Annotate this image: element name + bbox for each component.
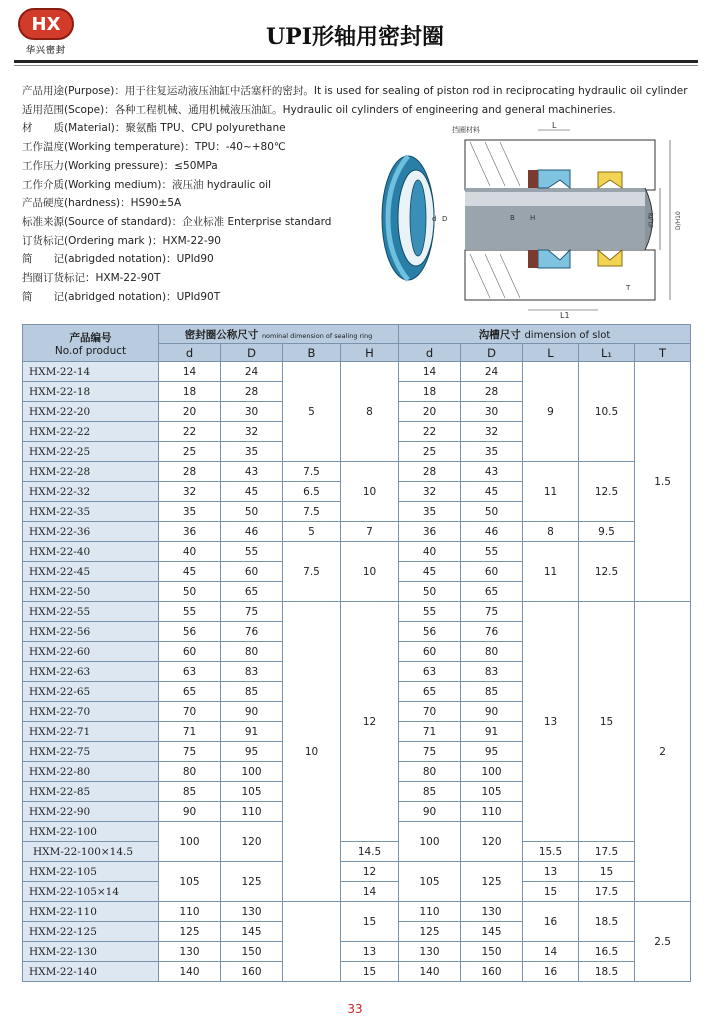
header-seal-dimension: 密封圈公称尺寸 nominal dimension of sealing ring [159,325,399,344]
page-title: UPI形轴用密封圈 [265,24,445,50]
drawing-label-fit2: D/H10 [675,211,682,230]
table-row: HXM-22-32 32 45 6.5 32 45 [23,482,691,502]
dimension-table [22,324,691,982]
table-row: HXM-22-100 100 120 100 120 [23,822,691,842]
drawing-label-fit1: d1/f8 [648,212,655,228]
table-row: HXM-22-60 60 80 60 80 [23,642,691,662]
table-row: HXM-22-105×14 14 15 17.5 [23,882,691,902]
spec-material: 材 质(Material)：聚氨酯 TPU、CPU polyurethane [22,122,286,135]
header-rule-thin [14,65,698,66]
table-row: HXM-22-85 85 105 85 105 [23,782,691,802]
table-row: HXM-22-70 70 90 70 90 [23,702,691,722]
table-row: HXM-22-56 56 76 56 76 [23,622,691,642]
spec-hardness: 产品硬度(hardness)：HS90±5A [22,197,182,210]
drawing-label-ring: 挡圈材料 [452,126,480,134]
page-header [0,0,710,70]
spec-abridged-notation: 简 记(abrigded notation)：UPId90 [22,253,214,266]
table-row: HXM-22-65 65 85 65 85 [23,682,691,702]
table-row: HXM-22-50 50 65 50 65 [23,582,691,602]
table-row: HXM-22-35 35 50 7.5 35 50 [23,502,691,522]
table-row: HXM-22-71 71 91 71 91 [23,722,691,742]
header-slot-dimension: 沟槽尺寸 dimension of slot [399,325,691,344]
table-row: HXM-22-20 20 30 20 30 [23,402,691,422]
spec-medium: 工作介质(Working medium)：液压油 hydraulic oil [22,178,271,191]
drawing-label-d: d [432,215,437,223]
spec-ring-abridged-notation: 简 记(abridged notation)：UPId90T [22,290,221,303]
drawing-label-T: T [626,284,631,292]
seal-ring-3d [382,156,437,280]
table-row: HXM-22-110 110 130 15 110 130 16 18.5 2.5 [23,902,691,922]
table-row: HXM-22-90 90 110 90 110 [23,802,691,822]
seal-drawing [370,120,695,320]
drawing-label-D: D [442,215,448,223]
table-row: HXM-22-105 105 125 12 105 125 13 15 [23,862,691,882]
table-row: HXM-22-63 63 83 63 83 [23,662,691,682]
cross-section [465,130,670,310]
drawing-label-B: B [510,214,515,222]
col-seal-H: H [341,344,399,362]
header-product: 产品编号 No.of product [23,325,159,362]
table-row: HXM-22-40 40 55 7.5 10 40 55 11 12.5 [23,542,691,562]
spec-temperature: 工作温度(Working temperature)：TPU：-40~+80℃ [22,141,286,154]
header-rule [14,60,698,63]
page-number: 33 [347,1002,363,1016]
table-row: HXM-22-80 80 100 80 100 [23,762,691,782]
spec-ordering-mark: 订货标记(Ordering mark )：HXM-22-90 [22,234,221,247]
spec-ring-ordering-mark: 挡圈订货标记：HXM-22-90T [22,272,161,285]
table-row: HXM-22-28 28 43 7.5 10 28 43 11 12.5 [23,462,691,482]
table-row: HXM-22-18 18 28 18 28 [23,382,691,402]
col-slot-D: D [461,344,523,362]
col-slot-L1: L₁ [579,344,635,362]
table-row: HXM-22-55 55 75 10 12 55 75 13 15 2 [23,602,691,622]
col-seal-D: D [221,344,283,362]
drawing-label-L1: L1 [560,311,570,320]
table-row: HXM-22-45 45 60 45 60 [23,562,691,582]
drawing-label-H: H [530,214,536,222]
col-seal-B: B [283,344,341,362]
table-row: HXM-22-14 14 24 5 8 14 24 9 10.5 1.5 [23,362,691,382]
table-row: HXM-22-75 75 95 75 95 [23,742,691,762]
table-row: HXM-22-36 36 46 5 7 36 46 8 9.5 [23,522,691,542]
logo-text: 华兴密封 [25,46,66,56]
table-row: HXM-22-130 130 150 13 130 150 14 16.5 [23,942,691,962]
cell-b-empty [283,902,341,982]
spec-scope: 适用范围(Scope)：各种工程机械、通用机械液压油缸。Hydraulic oil cylinders of engineering and general machineries. [22,103,616,116]
spec-pressure: 工作压力(Working pressure)：≤50MPa [22,159,218,172]
col-slot-L: L [523,344,579,362]
spec-standard: 标准来源(Source of standard)：企业标准 Enterprise standard [22,215,332,228]
table-row: HXM-22-140 140 160 15 140 160 16 18.5 [23,962,691,982]
logo-mark: HX [18,8,74,40]
col-seal-d: d [159,344,221,362]
table-row: HXM-22-22 22 32 22 32 [23,422,691,442]
drawing-label-L: L [552,121,557,130]
table-row: HXM-22-100×14.5 14.5 15.5 17.5 [23,842,691,862]
col-slot-d: d [399,344,461,362]
table-row: HXM-22-25 25 35 25 35 [23,442,691,462]
col-slot-T: T [635,344,691,362]
spec-purpose: 产品用途(Purpose)：用于往复运动液压油缸中活塞杆的密封。It is used for sealing of piston rod in reciprocating hydraulic oil cylinder [22,85,688,97]
table-body [23,362,691,982]
table-row: HXM-22-125 125 145 125 145 [23,922,691,942]
